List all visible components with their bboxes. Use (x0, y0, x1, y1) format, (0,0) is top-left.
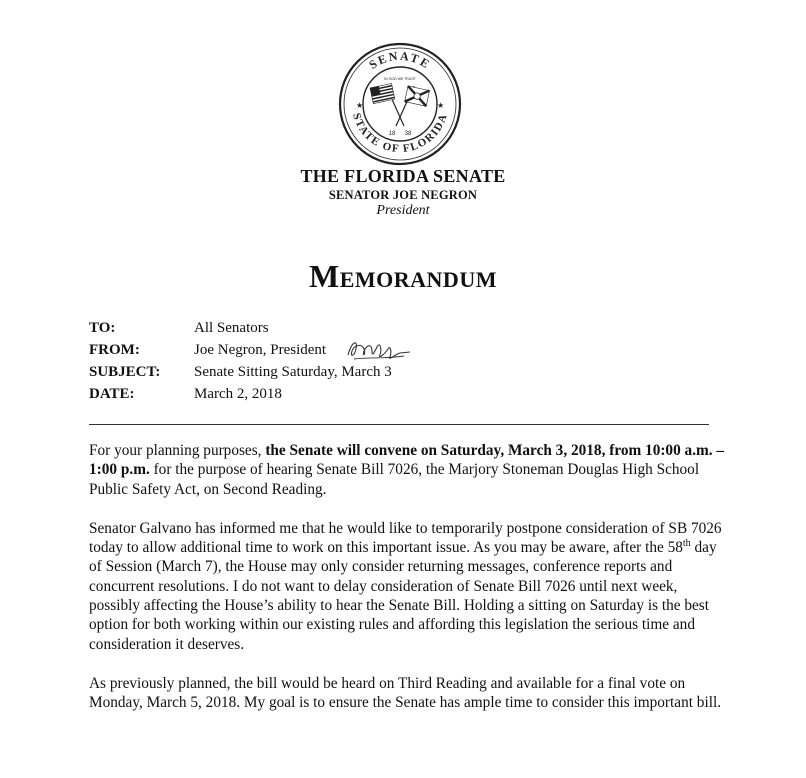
memo-body (89, 441, 729, 733)
paragraph-3: As previously planned, the bill would be heard on Third Reading and available for a final vote on Monday, March 5, 2018. My goal is to ensure the Senate has ample time to consider this important bill. (89, 674, 722, 712)
seal-ring-bottom: STATE OF FLORIDA (350, 111, 450, 156)
paragraph-2-lead: Senator Galvano has informed me that he would like to temporarily postpone consideration of SB 7026 today to allow additional time to work on this important issue. As you may be aware, after the 58 (89, 519, 722, 557)
date-label: DATE: (89, 386, 135, 402)
from-label: FROM: (89, 342, 140, 358)
to-value: All Senators (194, 320, 269, 336)
paragraph-2 (89, 519, 729, 654)
paragraph-2-rest: day of Session (March 7), the House may only consider returning messages, conference reports and concurrent resolutions. I do not want to delay consideration of Senate Bill 7026 until next week, possibly affecting the House’s ability to hear the Senate Bill. Holding a sitting on Saturday is the best option for both working within our existing rules and affording this legislation the serious time and consideration it deserves. (89, 539, 717, 653)
from-value-wrap (194, 339, 326, 361)
svg-text:SENATE (366, 49, 433, 72)
subject-label: SUBJECT: (89, 364, 161, 380)
seal-year-right: 38 (404, 131, 412, 137)
paragraph-1-rest: for the purpose of hearing Senate Bill 7026, the Marjory Stoneman Douglas High School Public Safety Act, on Second Reading. (89, 461, 700, 498)
subject-value: Senate Sitting Saturday, March 3 (194, 364, 392, 380)
ordinal-suffix: th (682, 538, 691, 550)
senator-name: SENATOR JOE NEGRON (328, 188, 478, 202)
header-divider (89, 424, 709, 425)
date-value: March 2, 2018 (194, 386, 282, 402)
to-label: TO: (89, 320, 116, 336)
seal-star-right-icon: ★ (437, 101, 445, 110)
memo-fields (89, 317, 392, 405)
seal-year-left: 18 (388, 131, 396, 137)
senator-role: President (376, 203, 430, 218)
organization-name: THE FLORIDA SENATE (300, 166, 506, 186)
from-row (89, 339, 392, 361)
date-row (89, 383, 392, 405)
senate-seal (338, 42, 462, 166)
seal-motto: IN GOD WE TRUST (384, 77, 416, 81)
from-value: Joe Negron, President (194, 342, 327, 358)
paragraph-1-lead: For your planning purposes, (89, 442, 266, 459)
seal-star-left-icon: ★ (356, 101, 364, 110)
paragraph-1 (89, 441, 729, 499)
subject-row (89, 361, 392, 383)
paragraph-1-emphasis: the Senate will convene on Saturday, March 3, 2018, from 10:00 a.m. – 1:00 p.m. (89, 442, 725, 479)
memo-title: Memorandum (309, 258, 497, 294)
seal-ring-top: SENATE (366, 48, 434, 72)
